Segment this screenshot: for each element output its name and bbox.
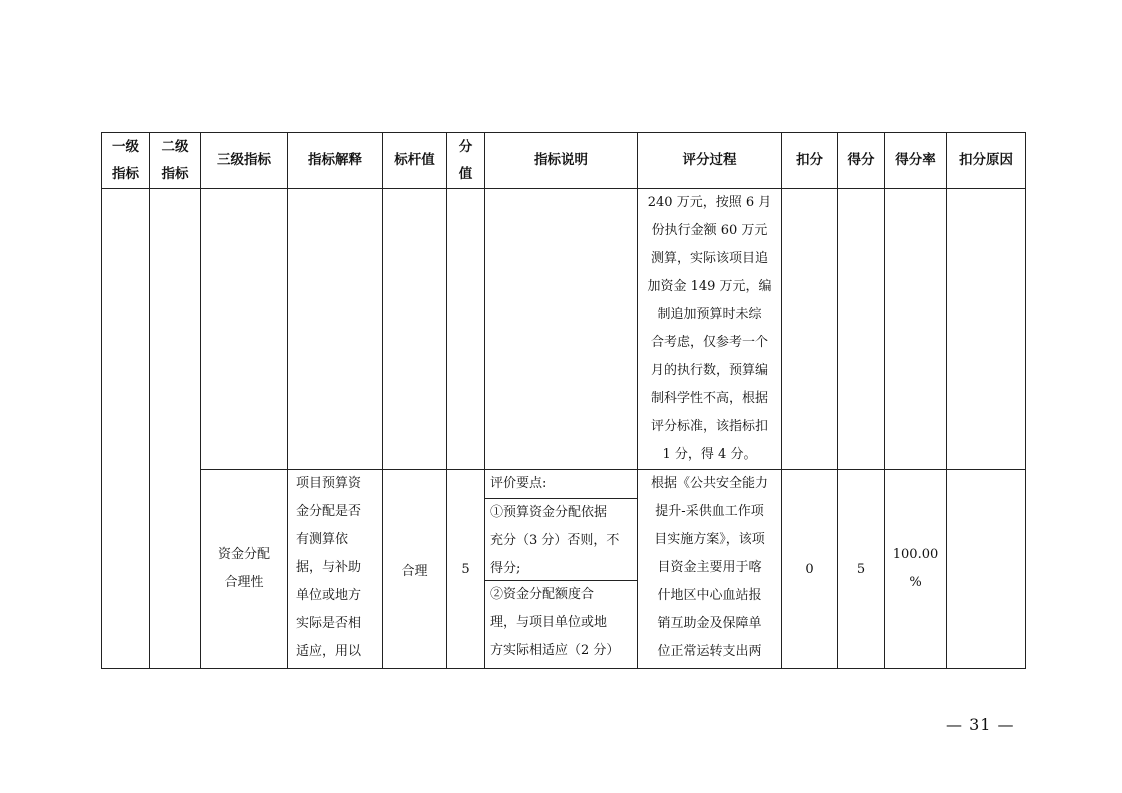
- description-point-2: [485, 580, 637, 668]
- process-line: 目实施方案》，该项: [654, 532, 765, 547]
- explanation-line: 据，与补助: [296, 560, 362, 575]
- description-line: 理，与项目单位或地: [490, 615, 608, 630]
- deduction-reason-cell: [947, 189, 1026, 470]
- score-cell: 5: [838, 470, 885, 669]
- description-line: 方实际相适应（2 分）: [490, 643, 620, 658]
- header-process: 评分过程: [638, 133, 782, 189]
- description-line: ②资金分配额度合: [490, 587, 595, 602]
- deduction-cell: 0: [782, 470, 838, 669]
- score-rate-line: 100.00: [892, 547, 939, 562]
- process-cell: [638, 189, 782, 470]
- header-level1: [102, 133, 150, 189]
- explanation-line: 有测算依: [296, 532, 349, 547]
- description-cell: [485, 470, 638, 669]
- explanation-text: [288, 470, 382, 666]
- page-number: — 31 —: [946, 715, 1015, 734]
- header-score-value: [447, 133, 485, 189]
- process-line: 1 分，得 4 分。: [662, 447, 757, 462]
- process-line: 制追加预算时未综: [657, 307, 762, 322]
- description-point-1: [485, 498, 637, 580]
- explanation-line: 适应，用以: [296, 644, 362, 659]
- explanation-cell: [288, 470, 383, 669]
- header-level1-line: 一级: [112, 138, 139, 155]
- description-line: 得分;: [490, 561, 521, 576]
- header-level2-line: 指标: [161, 165, 189, 182]
- deduction-reason-cell: [947, 470, 1026, 669]
- process-line: 加资金 149 万元，编: [647, 279, 772, 294]
- explanation-line: 项目预算资: [296, 476, 362, 491]
- process-line: 什地区中心血站报: [657, 588, 762, 603]
- header-level2: [150, 133, 201, 189]
- level3-cell: [201, 189, 288, 470]
- level3-cell: [201, 470, 288, 669]
- description-line: ①预算资金分配依据: [490, 505, 608, 520]
- evaluation-table: [101, 132, 1026, 669]
- description-line: 充分（3 分）否则，不: [490, 533, 620, 548]
- process-cell: [638, 470, 782, 669]
- explanation-cell: [288, 189, 383, 470]
- table-row-continued: [102, 189, 1026, 470]
- process-line: 合考虑，仅参考一个: [650, 335, 768, 350]
- process-line: 240 万元，按照 6 月: [647, 195, 772, 210]
- process-line: 制科学性不高，根据: [650, 391, 768, 406]
- header-level3: 三级指标: [201, 133, 288, 189]
- header-deduction-reason: 扣分原因: [947, 133, 1026, 189]
- score-rate-cell: [885, 470, 947, 669]
- header-score-value-line: 值: [458, 165, 473, 182]
- score-value-cell: [447, 189, 485, 470]
- score-value-cell: 5: [447, 470, 485, 669]
- process-text: [638, 189, 781, 469]
- explanation-line: 金分配是否: [296, 504, 362, 519]
- process-line: 销互助金及保障单: [657, 616, 762, 631]
- score-rate-line: %: [909, 575, 922, 590]
- header-explanation: 指标解释: [288, 133, 383, 189]
- deduction-cell: [782, 189, 838, 470]
- level3-line: 合理性: [224, 575, 264, 590]
- benchmark-cell: [383, 189, 447, 470]
- header-score-rate: 得分率: [885, 133, 947, 189]
- process-line: 份执行金额 60 万元: [651, 223, 768, 238]
- description-header: 评价要点:: [490, 476, 547, 491]
- level3-line: 资金分配: [217, 547, 270, 562]
- process-line: 位正常运转支出两: [657, 644, 762, 659]
- process-line: 目资金主要用于喀: [657, 560, 762, 575]
- header-row: [102, 133, 1026, 189]
- description-stack: [485, 470, 637, 668]
- header-deduction: 扣分: [782, 133, 838, 189]
- explanation-line: 实际是否相: [296, 616, 362, 631]
- score-cell: [838, 189, 885, 470]
- header-level2-line: 二级: [161, 138, 189, 155]
- description-cell: [485, 189, 638, 470]
- benchmark-cell: 合理: [383, 470, 447, 669]
- header-benchmark: 标杆值: [383, 133, 447, 189]
- process-text: [638, 470, 781, 666]
- process-line: 提升-采供血工作项: [655, 504, 764, 519]
- header-description: 指标说明: [485, 133, 638, 189]
- process-line: 月的执行数，预算编: [650, 363, 768, 378]
- header-score: 得分: [838, 133, 885, 189]
- score-rate-cell: [885, 189, 947, 470]
- process-line: 评分标准，该指标扣: [650, 419, 768, 434]
- header-level1-line: 指标: [112, 165, 139, 182]
- level2-cell: [150, 189, 201, 669]
- process-line: 根据《公共安全能力: [650, 476, 768, 491]
- explanation-line: 单位或地方: [296, 588, 362, 603]
- process-line: 测算，实际该项目追: [650, 251, 768, 266]
- level1-cell: [102, 189, 150, 669]
- table-row-fund-allocation: [102, 470, 1026, 669]
- header-score-value-line: 分: [458, 138, 473, 155]
